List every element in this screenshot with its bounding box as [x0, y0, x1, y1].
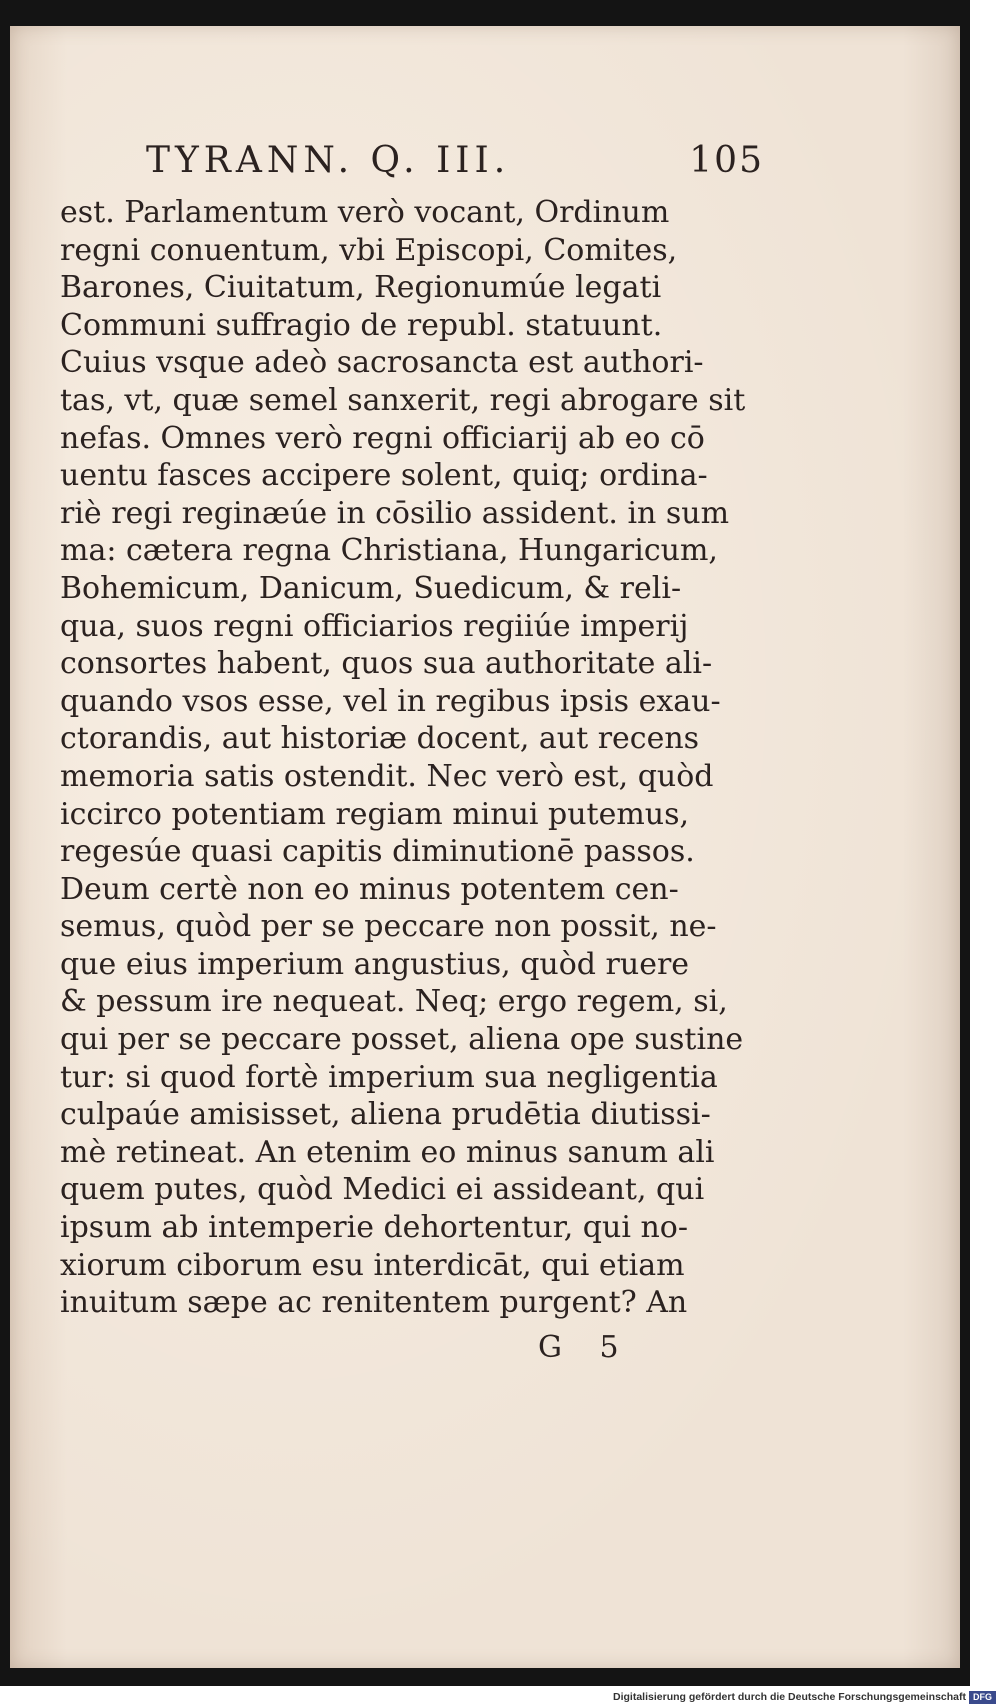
- page-number: 105: [689, 140, 764, 181]
- text-line: quando vsos esse, vel in regibus ipsis exau-: [60, 683, 721, 719]
- digitization-credit: Digitalisierung gefördert durch die Deutsche Forschungsgemeinschaft: [613, 1691, 966, 1703]
- text-line: ipsum ab intemperie dehortentur, qui no-: [60, 1210, 688, 1246]
- text-line: & pessum ire nequeat. Neq; ergo regem, si,: [60, 984, 728, 1020]
- text-line: quem putes, quòd Medici ei assideant, qui: [60, 1172, 705, 1208]
- text-line: que eius imperium angustius, quòd ruere: [60, 946, 690, 982]
- text-line: xiorum ciborum esu interdicāt, qui etiam: [60, 1247, 685, 1283]
- text-line: Bohemicum, Danicum, Suedicum, & reli-: [60, 570, 682, 606]
- text-line: Communi suffragio de republ. statuunt.: [60, 307, 663, 343]
- text-line: qui per se peccare posset, aliena ope sustine: [60, 1022, 744, 1058]
- book-page: [10, 26, 960, 1668]
- text-line: memoria satis ostendit. Nec verò est, quòd: [60, 758, 714, 794]
- signature-mark: G 5: [538, 1329, 633, 1365]
- text-line: qua, suos regni officiarios regiiúe imperij: [60, 608, 689, 644]
- text-block: [60, 134, 764, 1370]
- text-line: semus, quòd per se peccare non possit, ne-: [60, 909, 717, 945]
- text-line: Cuius vsque adeò sacrosancta est authori-: [60, 345, 704, 381]
- text-line: est. Parlamentum verò vocant, Ordinum: [60, 195, 670, 230]
- page-header: [60, 134, 764, 194]
- running-head: TYRANN. Q. III.: [146, 140, 511, 181]
- text-line: tur: si quod fortè imperium sua negligentia: [60, 1059, 718, 1095]
- text-line: ctorandis, aut historiæ docent, aut recens: [60, 721, 700, 757]
- text-line: Deum certè non eo minus potentem cen-: [60, 871, 679, 907]
- text-line: culpaúe amisisset, aliena prudētia diutissi-: [60, 1097, 711, 1133]
- text-line: riè regi reginæúe in cōsilio assident. in sum: [60, 495, 730, 531]
- text-line: Barones, Ciuitatum, Regionumúe legati: [60, 270, 662, 306]
- text-line: inuitum sæpe ac renitentem purgent? An: [60, 1285, 688, 1321]
- text-line: regni conuentum, vbi Episcopi, Comites,: [60, 232, 678, 268]
- dfg-logo: DFG: [969, 1691, 996, 1704]
- text-line: regesúe quasi capitis diminutionē passos.: [60, 834, 695, 870]
- signature-mark-row: [60, 1326, 740, 1370]
- text-line: iccirco potentiam regiam minui putemus,: [60, 796, 690, 832]
- text-line: nefas. Omnes verò regni officiarij ab eo cō: [60, 420, 705, 456]
- text-line: uentu fasces accipere solent, quiq; ordina-: [60, 458, 708, 494]
- text-line: consortes habent, quos sua authoritate ali-: [60, 646, 713, 682]
- text-line: mè retineat. An etenim eo minus sanum ali: [60, 1134, 715, 1170]
- text-line: ma: cætera regna Christiana, Hungaricum,: [60, 533, 718, 569]
- text-line: tas, vt, quæ semel sanxerit, regi abrogare sit: [60, 382, 746, 418]
